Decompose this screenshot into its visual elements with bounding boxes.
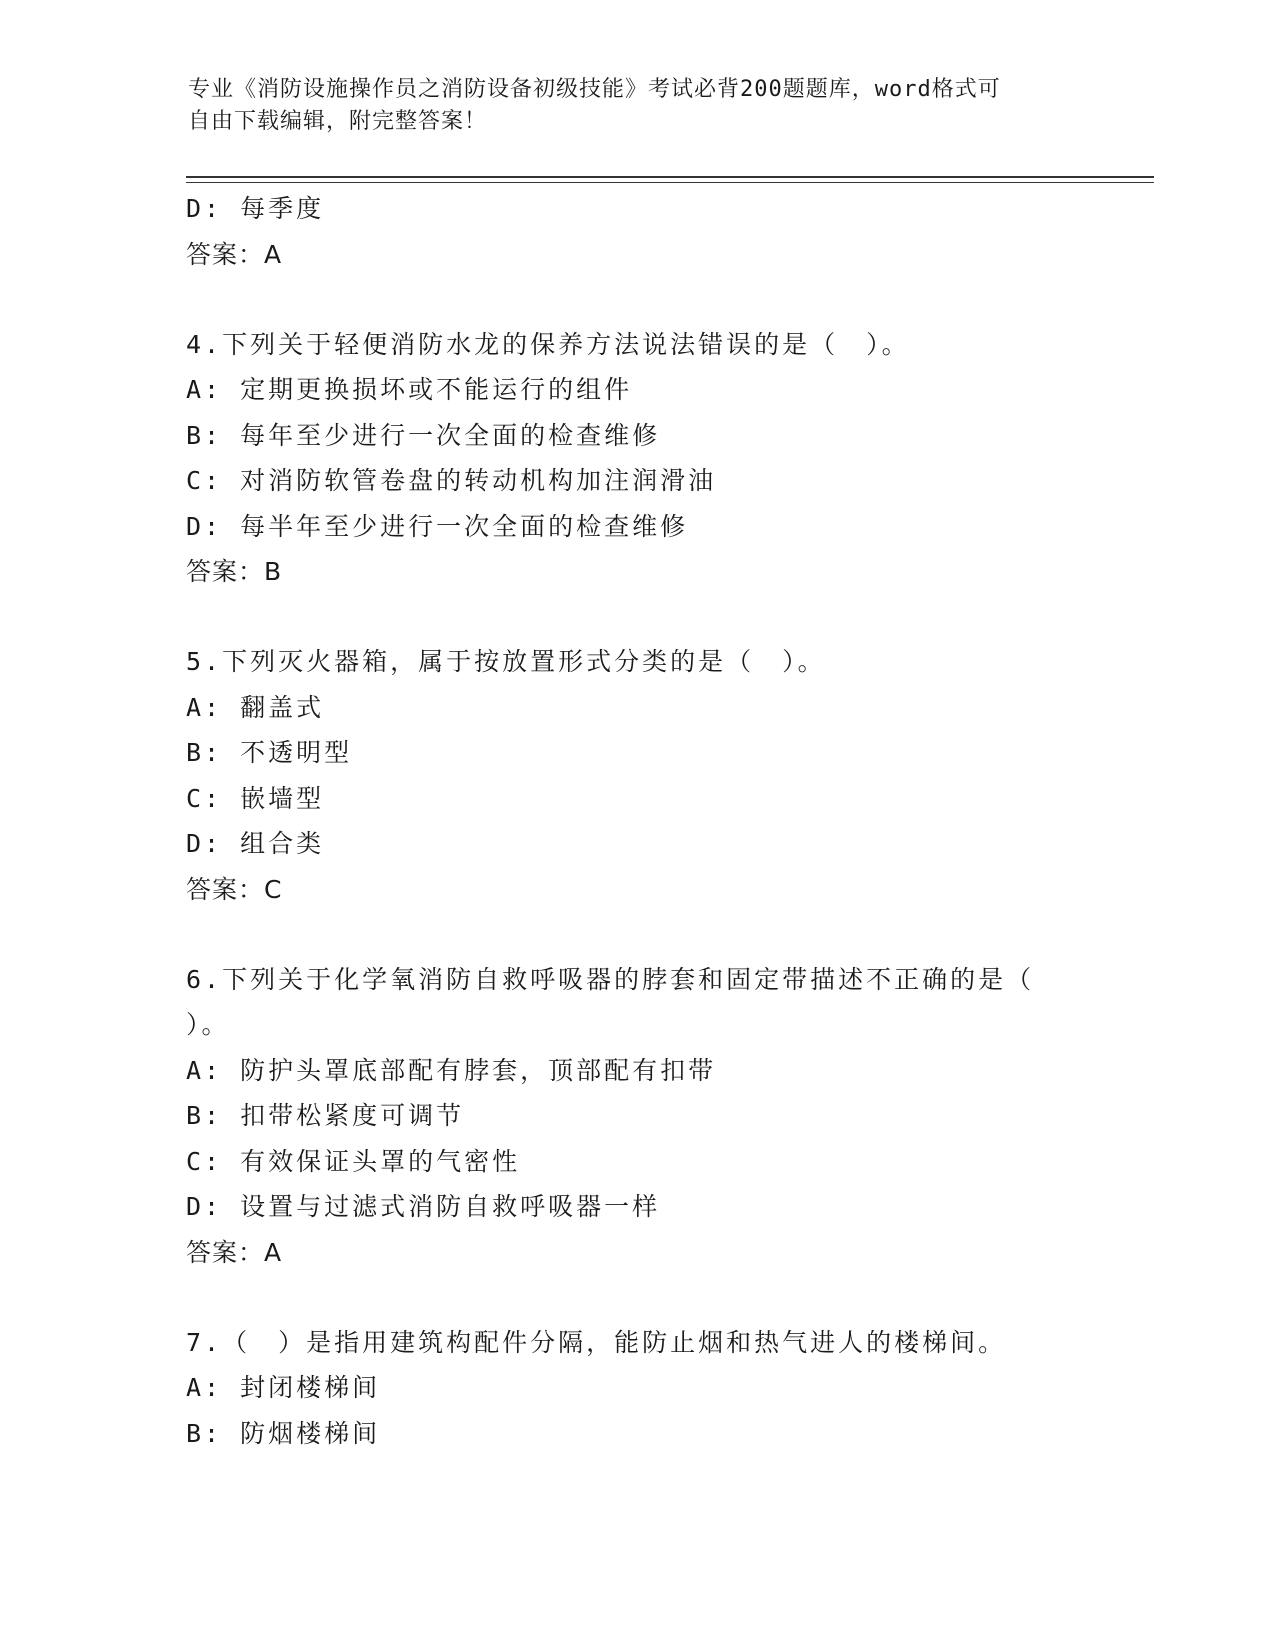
- question-6: [186, 957, 1106, 1276]
- question-4: [186, 322, 1106, 596]
- question-7-option-a: A: 封闭楼梯间: [186, 1373, 381, 1402]
- spacer: [186, 595, 1106, 639]
- question-5-option-c: C: 嵌墙型: [186, 783, 325, 813]
- question-5-text: 5.下列灭火器箱，属于按放置形式分类的是（ ）。: [186, 647, 826, 676]
- question-5: [186, 639, 1106, 913]
- question-6-option-c: C: 有效保证头罩的气密性: [186, 1146, 521, 1176]
- question-5-option-b: B: 不透明型: [186, 738, 353, 767]
- question-5-option-d: D: 组合类: [186, 829, 325, 858]
- document-header: [188, 74, 1068, 138]
- question-5-option-a: A: 翻盖式: [186, 692, 325, 722]
- question-6-text-line-1: 6.下列关于化学氧消防自救呼吸器的脖套和固定带描述不正确的是（: [186, 964, 1035, 994]
- question-6-answer: 答案：A: [186, 1237, 283, 1267]
- header-title-line-1: 专业《消防设施操作员之消防设备初级技能》考试必背200题题库，word格式可: [188, 77, 1001, 102]
- question-6-option-b: B: 扣带松紧度可调节: [186, 1101, 465, 1130]
- question-4-answer: 答案：B: [186, 557, 283, 586]
- question-4-option-d: D: 每半年至少进行一次全面的检查维修: [186, 511, 689, 541]
- question-4-text: 4.下列关于轻便消防水龙的保养方法说法错误的是（ ）。: [186, 329, 910, 359]
- spacer: [186, 1276, 1106, 1320]
- question-4-option-c: C: 对消防软管卷盘的转动机构加注润滑油: [186, 466, 717, 495]
- question-4-option-b: B: 每年至少进行一次全面的检查维修: [186, 420, 661, 450]
- prev-option-d: D: 每季度: [186, 194, 325, 223]
- question-list: [186, 186, 1106, 1456]
- header-divider-thick: [186, 176, 1154, 178]
- spacer: [186, 913, 1106, 957]
- header-divider-thin: [186, 182, 1154, 183]
- question-6-text-line-2: ）。: [186, 1010, 230, 1039]
- question-6-option-d: D: 设置与过滤式消防自救呼吸器一样: [186, 1192, 661, 1221]
- question-7-text: 7.（ ）是指用建筑构配件分隔，能防止烟和热气进人的楼梯间。: [186, 1327, 1007, 1357]
- spacer: [186, 278, 1106, 322]
- question-4-option-a: A: 定期更换损坏或不能运行的组件: [186, 375, 633, 404]
- question-7: [186, 1320, 1106, 1457]
- question-5-answer: 答案：C: [186, 874, 283, 904]
- prev-answer: 答案：A: [186, 239, 283, 269]
- header-title-line-2: 自由下载编辑，附完整答案！: [188, 109, 488, 134]
- question-6-option-a: A: 防护头罩底部配有脖套，顶部配有扣带: [186, 1055, 717, 1085]
- question-7-option-b: B: 防烟楼梯间: [186, 1418, 381, 1448]
